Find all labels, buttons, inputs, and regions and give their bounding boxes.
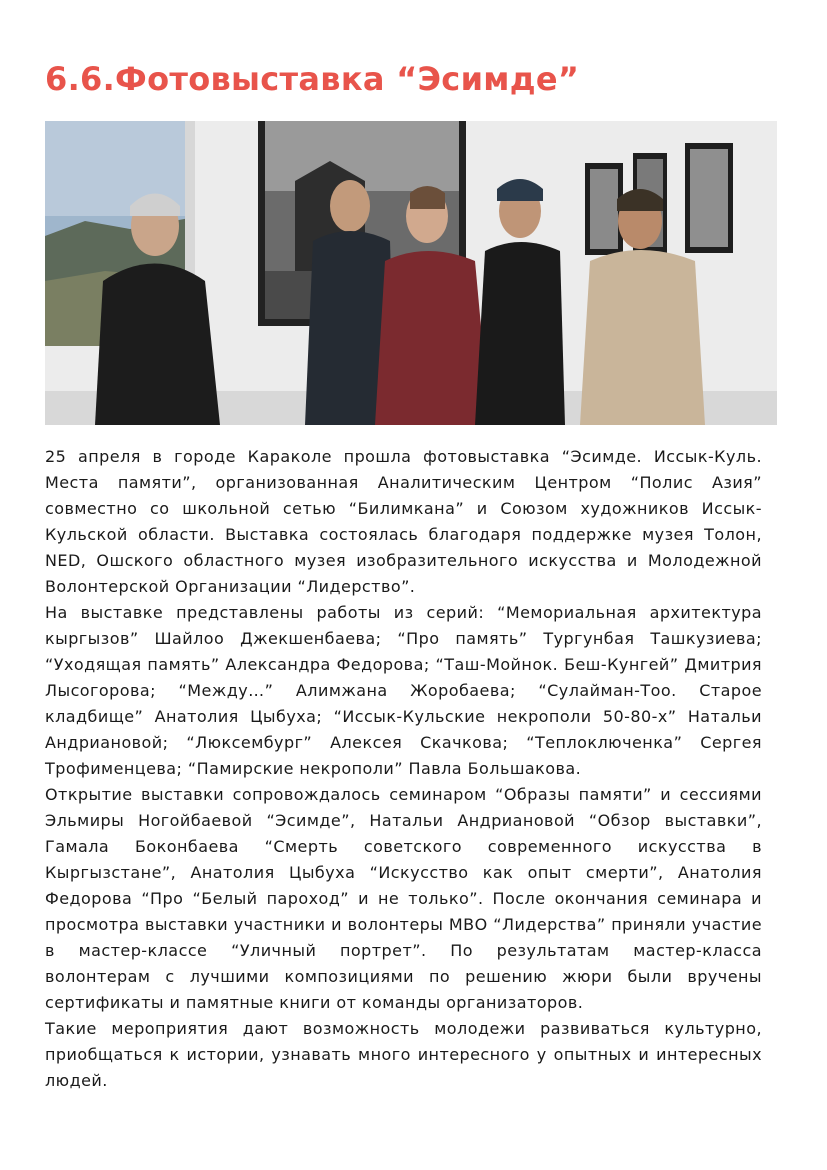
paragraph: Такие мероприятия дают возможность молодежи развиваться культурно, приобщаться к истории, узнавать много интересного у опытных и интересных людей. (45, 1019, 762, 1090)
section-heading (45, 60, 579, 98)
exhibition-photo-illustration (45, 121, 777, 425)
section-number: 6.6. (45, 60, 116, 98)
article-body (45, 444, 762, 1094)
exhibition-photo (45, 121, 777, 425)
paragraph: 25 апреля в городе Караколе прошла фотовыставка “Эсимде. Иссык-Куль. Места памяти”, организованная Аналитическим Центром “Полис Азия” совместно со школьной сетью “Билимкана” и Союзом художников Иссык-Кульской области. Выставка состоялась благодаря поддержке музея Толон, NED, Ошского областного музея изобразительного искусства и Молодежной Волонтерской Организации “Лидерство”. (45, 447, 762, 596)
paragraph: На выставке представлены работы из серий: “Мемориальная архитектура кыргызов” Шайлоо Джекшенбаева; “Про память” Тургунбая Ташкузиева; “Уходящая память” Александра Федорова; “Таш-Мойнок. Беш-Кунгей” Дмитрия Лысогорова; “Между…” Алимжана Жоробаева; “Сулайман-Тоо. Старое кладбище” Анатолия Цыбуха; “Иссык-Кульские некрополи 50-80-х” Натальи Андриановой; “Люксембург” Алексея Скачкова; “Теплоключенка” Сергея Трофименцева; “Памирские некрополи” Павла Большакова. (45, 603, 762, 778)
paragraph: Открытие выставки сопровождалось семинаром “Образы памяти” и сессиями Эльмиры Ногойбаевой “Эсимде”, Натальи Андриановой “Обзор выставки”, Гамала Боконбаева “Смерть советского современного искусства в Кыргызстане”, Анатолия Цыбуха “Искусство как опыт смерти”, Анатолия Федорова “Про “Белый пароход” и не только”. После окончания семинара и просмотра выставки участники и волонтеры МВО “Лидерства” приняли участие в мастер-классе “Уличный портрет”. По результатам мастер-класса волонтерам с лучшими композициями по решению жюри были вручены сертификаты и памятные книги от команды организаторов. (45, 785, 762, 1012)
section-title: Фотовыставка “Эсимде” (115, 60, 580, 98)
